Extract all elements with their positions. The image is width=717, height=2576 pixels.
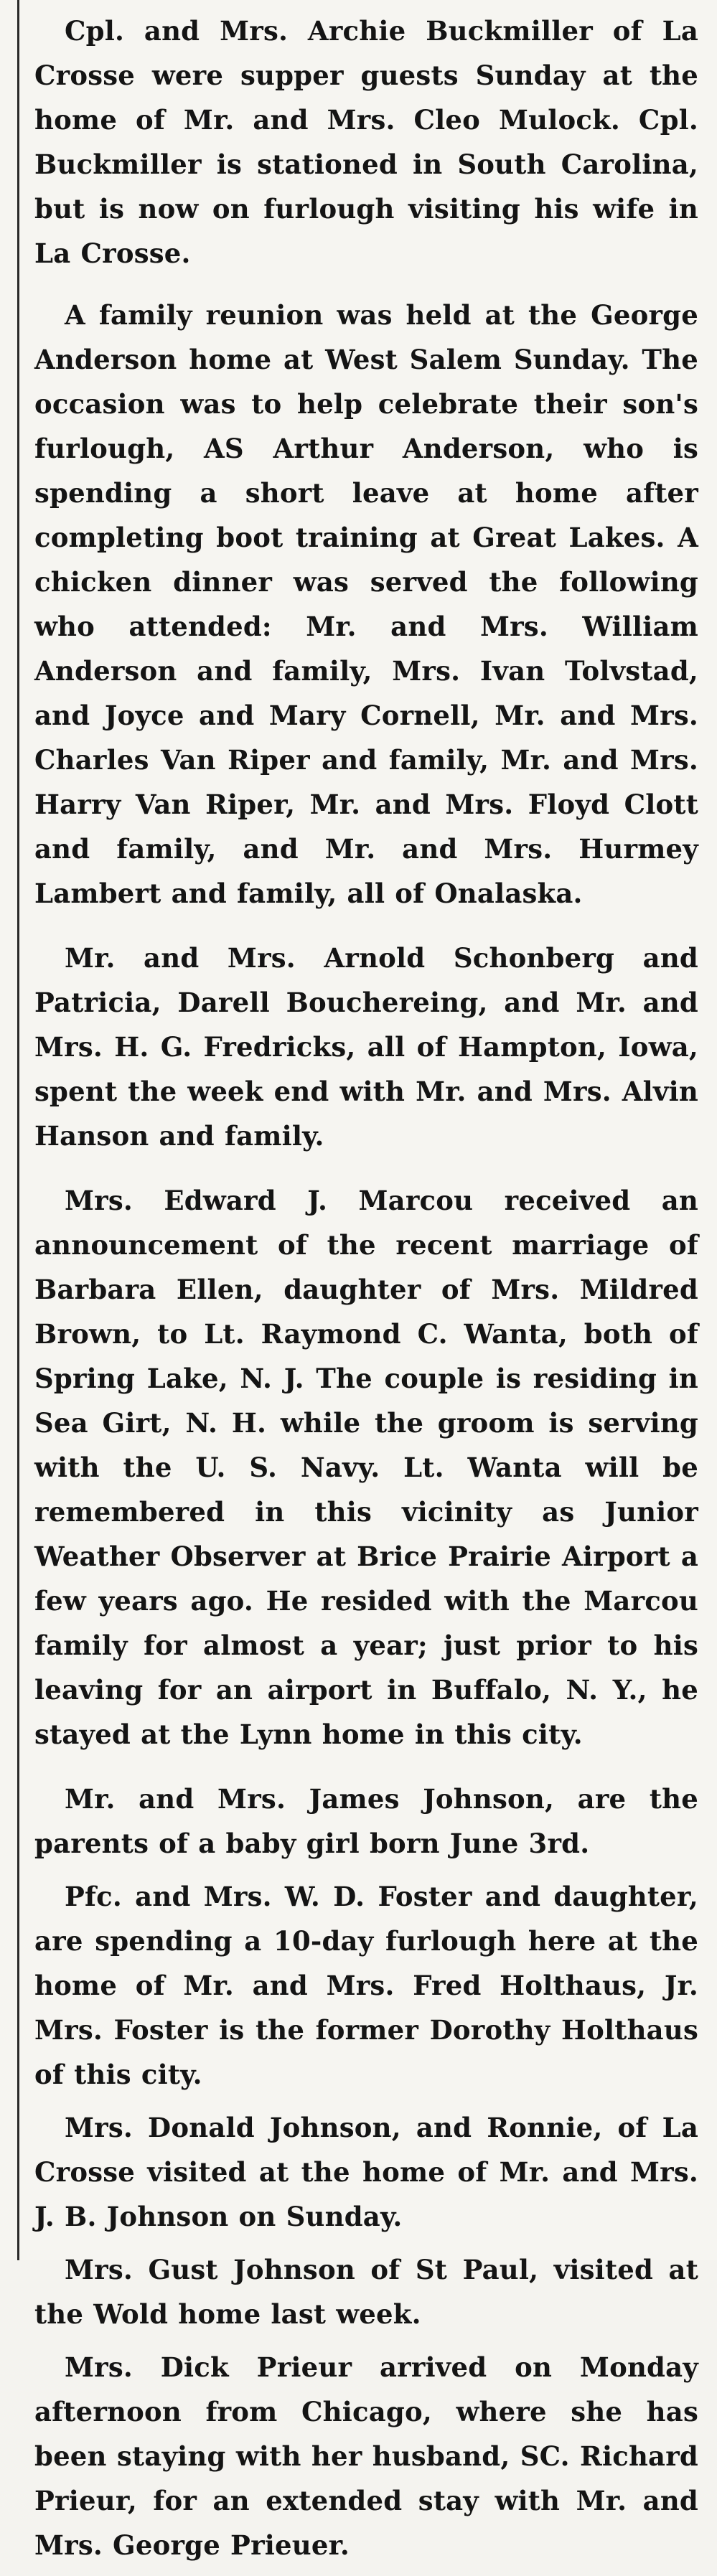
news-item-foster: Pfc. and Mrs. W. D. Foster and daughter, are spending a 10-day furlough here at the home of Mr. and Mrs. Fred Holthaus, Jr. Mrs. Foster is the former Dorothy Holthaus of this city. bbox=[34, 1881, 698, 2090]
news-item-gust-johnson: Mrs. Gust Johnson of St Paul, visited at the Wold home last week. bbox=[34, 2254, 698, 2330]
news-item-prieur: Mrs. Dick Prieur arrived on Monday afternoon from Chicago, where she has been staying with her husband, SC. Richard Prieur, for an extended stay with Mr. and Mrs. George Prieuer. bbox=[34, 2351, 698, 2561]
news-item-johnson-birth: Mr. and Mrs. James Johnson, are the parents of a baby girl born June 3rd. bbox=[34, 1783, 698, 1859]
news-item-donald-johnson: Mrs. Donald Johnson, and Ronnie, of La Crosse visited at the home of Mr. and Mrs. J. B. Johnson on Sunday. bbox=[34, 2112, 698, 2232]
news-item-schonberg: Mr. and Mrs. Arnold Schonberg and Patricia, Darell Bouchereing, and Mr. and Mrs. H. G. Fredricks, all of Hampton, Iowa, spent the week end with Mr. and Mrs. Alvin Hanson and family. bbox=[34, 942, 698, 1152]
news-item-buckmiller: Cpl. and Mrs. Archie Buckmiller of La Crosse were supper guests Sunday at the home of Mr. and Mrs. Cleo Mulock. Cpl. Buckmiller is stationed in South Carolina, but is now on furlough visiting his wife in La Crosse. bbox=[34, 15, 698, 269]
news-item-marcou-wanta: Mrs. Edward J. Marcou received an announcement of the recent marriage of Barbara Ellen, daughter of Mrs. Mildred Brown, to Lt. Raymond C. Wanta, both of Spring Lake, N. J. The couple is residing in Sea Girt, N. H. while the groom is serving with the U. S. Navy. Lt. Wanta will be remembered in this vicinity as Junior Weather Observer at Brice Prairie Airport a few years ago. He resided with the Marcou family for almost a year; just prior to his leaving for an airport in Buffalo, N. Y., he stayed at the Lynn home in this city. bbox=[34, 1185, 698, 1750]
column-rule bbox=[17, 0, 19, 2260]
news-column bbox=[34, 9, 698, 2576]
news-item-anderson-reunion: A family reunion was held at the George Anderson home at West Salem Sunday. The occasion was to help celebrate their son's furlough, AS Arthur Anderson, who is spending a short leave at home after completing boot training at Great Lakes. A chicken dinner was served the following who attended: Mr. and Mrs. William Anderson and family, Mrs. Ivan Tolvstad, and Joyce and Mary Cornell, Mr. and Mrs. Charles Van Riper and family, Mr. and Mrs. Harry Van Riper, Mr. and Mrs. Floyd Clott and family, and Mr. and Mrs. Hurmey Lambert and family, all of Onalaska. bbox=[34, 299, 698, 909]
